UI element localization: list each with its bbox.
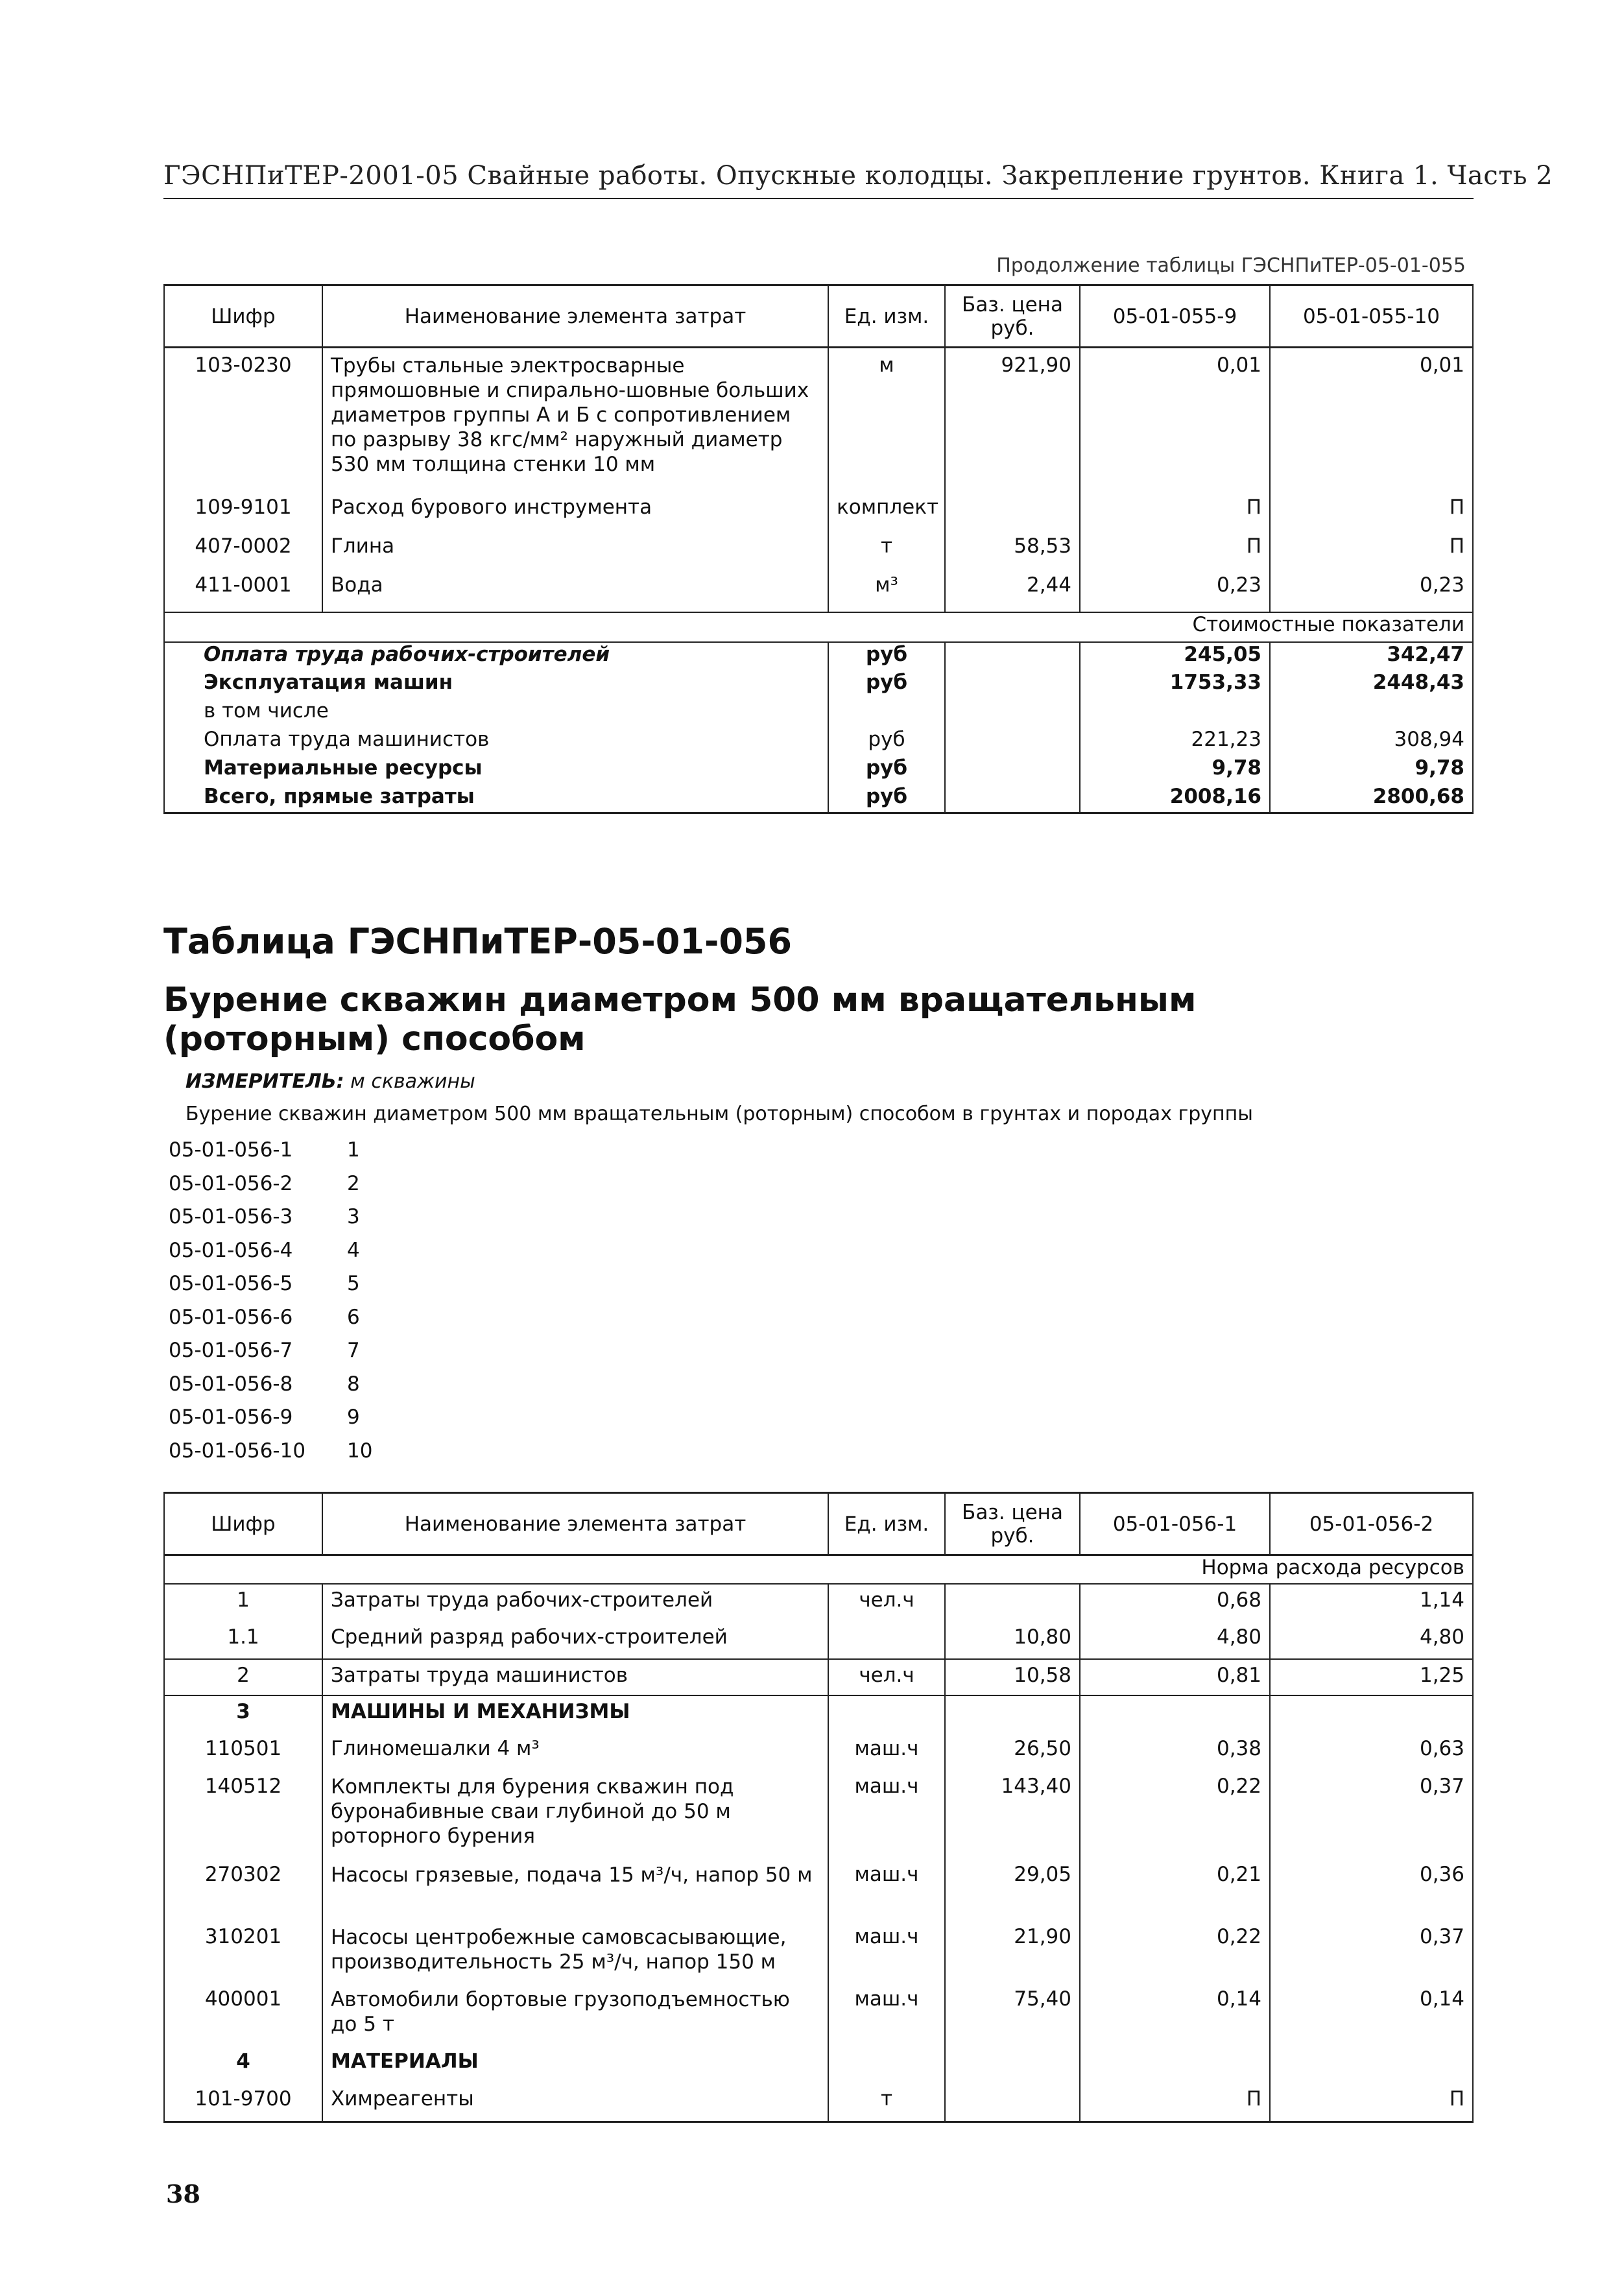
table-row: 2 Затраты труда машинистов чел.ч 10,58 0,81 1,25 (164, 1659, 1473, 1695)
table-row: 310201 Насосы центробежные самовсасывающие, производительность 25 м³/ч, напор 150 м маш.ч 21,90 0,22 0,37 (164, 1921, 1473, 1983)
cost-row: Материальные ресурсы руб 9,78 9,78 (164, 756, 1473, 785)
cost-row: Эксплуатация машин руб 1753,33 2448,43 (164, 671, 1473, 699)
code-list (169, 1134, 372, 1468)
header-col-2: 05-01-055-10 (1270, 285, 1473, 348)
running-header: ГЭСНПиТЕР-2001-05 Свайные работы. Опускные колодцы. Закрепление грунтов. Книга 1. Часть 2 (163, 161, 1553, 191)
table-row: 4 МАТЕРИАЛЫ (164, 2046, 1473, 2083)
table-subtitle: Бурение скважин диаметром 500 мм вращательным (роторным) способом (163, 981, 1197, 1059)
header-col-2: 05-01-056-2 (1270, 1493, 1473, 1555)
list-item: 05-01-056-4 4 (169, 1238, 360, 1262)
intro-text: Бурение скважин диаметром 500 мм вращательным (роторным) способом в грунтах и породах группы (185, 1103, 1253, 1125)
list-item: 05-01-056-8 8 (169, 1372, 360, 1396)
table-row: 103-0230 Трубы стальные электросварные прямошовные и спирально-шовные больших диаметров группы А и Б с сопротивлением по разрыву 38 кгс/мм² наружный диаметр 530 мм толщина стенки 10 мм м 921,90 0,01 0,01 (164, 348, 1473, 496)
cost-section-label: Стоимостные показатели (164, 612, 1473, 642)
cost-row: в том числе (164, 699, 1473, 728)
norm-label: Норма расхода ресурсов (164, 1555, 1473, 1584)
measure-label: ИЗМЕРИТЕЛЬ: (185, 1070, 344, 1093)
measure-value: м скважины (350, 1070, 475, 1093)
table-row: 1 Затраты труда рабочих-строителей чел.ч 0,68 1,14 (164, 1584, 1473, 1621)
header-unit: Ед. изм. (828, 1493, 945, 1555)
table-row: 1.1 Средний разряд рабочих-строителей 10,80 4,80 4,80 (164, 1621, 1473, 1659)
measure-line (185, 1070, 475, 1093)
cost-row: Оплата труда машинистов руб 221,23 308,94 (164, 728, 1473, 756)
list-item: 05-01-056-7 7 (169, 1339, 360, 1362)
list-item: 05-01-056-1 1 (169, 1138, 360, 1162)
table-05-01-056 (163, 1492, 1474, 2123)
header-name: Наименование элемента затрат (322, 285, 828, 348)
list-item: 05-01-056-6 6 (169, 1305, 360, 1329)
list-item: 05-01-056-10 10 (169, 1439, 373, 1463)
list-item: 05-01-056-9 9 (169, 1406, 360, 1429)
header-unit: Ед. изм. (828, 285, 945, 348)
table-row: 400001 Автомобили бортовые грузоподъемностью до 5 т маш.ч 75,40 0,14 0,14 (164, 1983, 1473, 2046)
header-col-1: 05-01-055-9 (1080, 285, 1270, 348)
header-name: Наименование элемента затрат (322, 1493, 828, 1555)
page-number: 38 (166, 2179, 200, 2208)
header-price: Баз. цена руб. (945, 285, 1080, 348)
table-row: 3 МАШИНЫ И МЕХАНИЗМЫ (164, 1695, 1473, 1733)
table-row: 411-0001 Вода м³ 2,44 0,23 0,23 (164, 573, 1473, 612)
table-row: 101-9700 Химреагенты т П П (164, 2083, 1473, 2122)
table1-caption: Продолжение таблицы ГЭСНПиТЕР-05-01-055 (996, 254, 1466, 277)
list-item: 05-01-056-5 5 (169, 1272, 360, 1295)
table-row: 407-0002 Глина т 58,53 П П (164, 534, 1473, 573)
header-col-1: 05-01-056-1 (1080, 1493, 1270, 1555)
table-row: 109-9101 Расход бурового инструмента комплект П П (164, 496, 1473, 534)
list-item: 05-01-056-3 3 (169, 1205, 360, 1228)
table-row: 270302 Насосы грязевые, подача 15 м³/ч, напор 50 м маш.ч 29,05 0,21 0,36 (164, 1859, 1473, 1921)
header-rule (163, 198, 1474, 199)
table-row: 140512 Комплекты для бурения скважин под буронабивные сваи глубиной до 50 м роторного бурения маш.ч 143,40 0,22 0,37 (164, 1771, 1473, 1859)
header-price: Баз. цена руб. (945, 1493, 1080, 1555)
cost-row: Всего, прямые затраты руб 2008,16 2800,68 (164, 785, 1473, 813)
table-row: 110501 Глиномешалки 4 м³ маш.ч 26,50 0,38 0,63 (164, 1733, 1473, 1771)
header-code: Шифр (164, 285, 322, 348)
cost-row: Оплата труда рабочих-строителей руб 245,05 342,47 (164, 642, 1473, 671)
table-title: Таблица ГЭСНПиТЕР-05-01-056 (163, 921, 793, 962)
header-code: Шифр (164, 1493, 322, 1555)
list-item: 05-01-056-2 2 (169, 1171, 360, 1195)
table-05-01-055-continuation (163, 284, 1474, 814)
